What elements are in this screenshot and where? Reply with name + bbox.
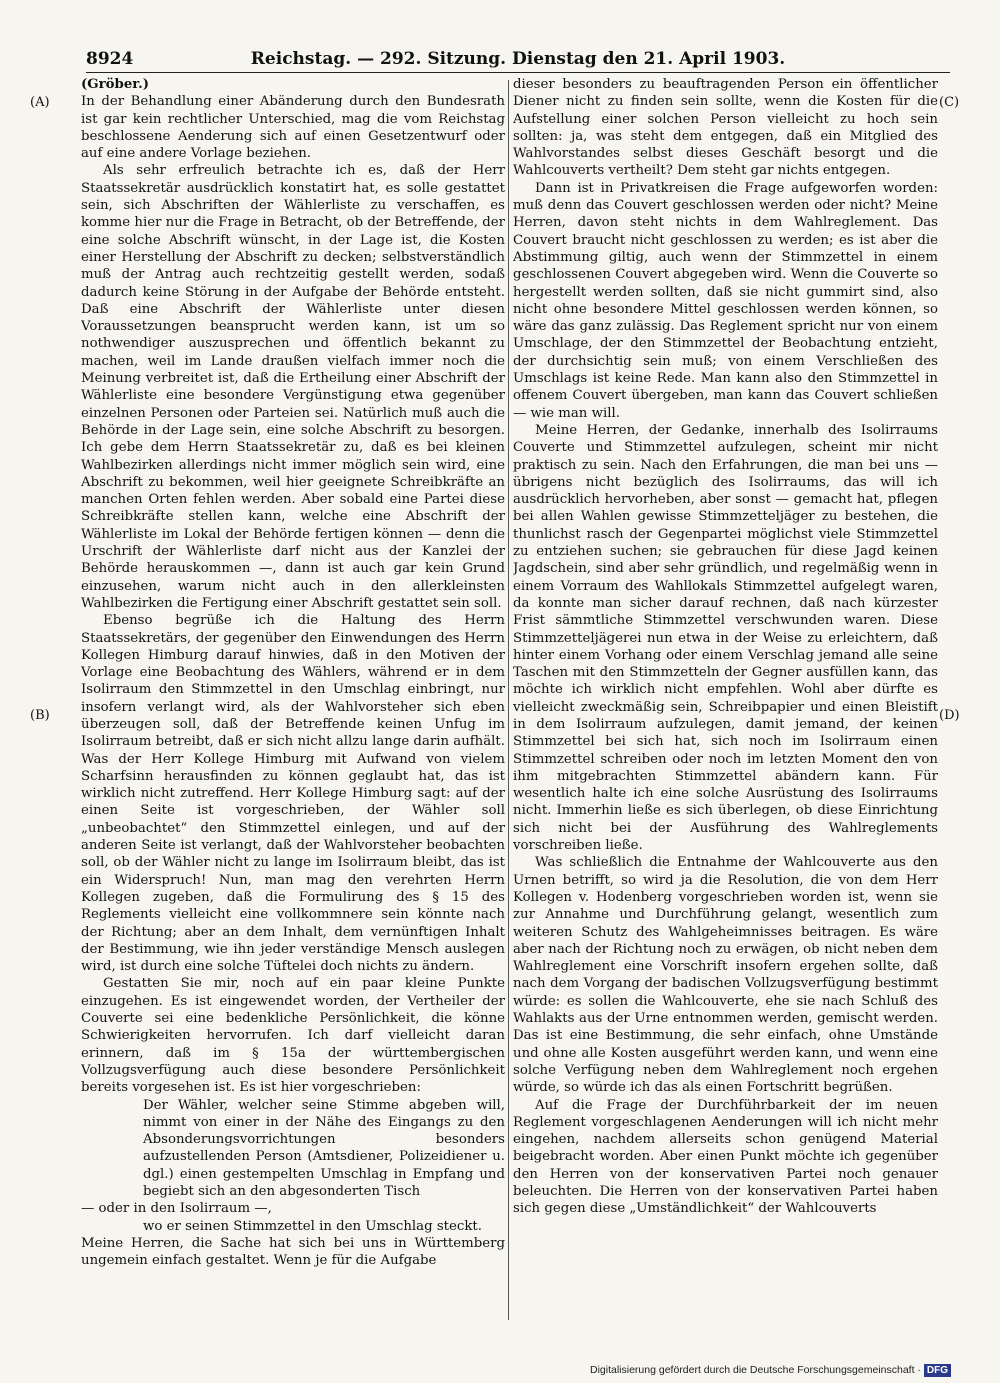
interjection: — oder in den Isolirraum —, [81, 1201, 272, 1217]
digitization-credit [590, 1362, 1000, 1378]
margin-marker-a: (A) [30, 95, 50, 110]
margin-marker-c: (C) [939, 95, 960, 110]
left-paragraph: Meine Herren, die Sache hat sich bei uns in Württemberg ungemein einfach gestaltet. Wenn je für die Aufgabe [81, 1235, 505, 1269]
left-column [81, 76, 505, 1324]
block-quote: Der Wähler, welcher seine Stimme abgeben will, nimmt von einer in der Nähe des Eingangs zu den Absonderungsvorrichtungen besonders aufzustellenden Person (Amtsdiener, Polizeidiener u. dgl.) einen gestempelten Umschlag in Empfang und begiebt sich an den abgesonderten Tisch [143, 1097, 505, 1199]
dfg-logo: DFG [924, 1364, 951, 1377]
credit-text: Digitalisierung gefördert durch die Deutsche Forschungsgemeinschaft · [590, 1364, 921, 1376]
running-title: Reichstag. — 292. Sitzung. Dienstag den 21. April 1903. [250, 49, 786, 69]
speaker-name: (Gröber.) [81, 77, 149, 92]
left-paragraph: In der Behandlung einer Abänderung durch den Bundesrath ist gar kein rechtlicher Unterschied, mag die vom Reichstag beschlossene Aenderung sich auf einen Gesetzentwurf oder auf eine andere Vorlage beziehen. [81, 94, 505, 162]
right-column [513, 76, 938, 1324]
right-paragraph: Was schließlich die Entnahme der Wahlcouverte aus den Urnen betrifft, so wird ja die Resolution, die von dem Herr Kollegen v. Hodenberg vorgeschrieben worden ist, wenn sie zur Annahme und Durchführung gelangt, wesentlich zum weiteren Schutz des Wahlgeheimnisses beitragen. Es wäre aber nach der Richtung noch zu erwägen, ob nicht neben dem Wahlreglement eine Vorschrift insofern ergehen sollte, daß nach dem Vorgang der badischen Vollzugsverfügung bestimmt würde: es sollen die Wahlcouverte, ehe sie nach Schluß des Wahlakts aus der Urne entnommen werden, gemischt werden. Das ist eine Bestimmung, die sehr einfach, ohne Umstände und ohne alle Kosten ausgeführt werden kann, und wenn eine solche Verfügung neben dem Wahlreglement noch ergehen würde, so würde ich das als einen Fortschritt begrüßen. [513, 855, 938, 1096]
page-number: 8924 [86, 49, 134, 69]
right-paragraph: Auf die Frage der Durchführbarkeit der im neuen Reglement vorgeschlagenen Aenderungen will ich nicht mehr eingehen, nachdem allerseits schon genügend Material beigebracht worden. Aber einen Punkt möchte ich gegenüber den Herren von der konservativen Partei noch genauer beleuchten. Die Herren von der konservativen Partei haben sich gegen diese „Umständlichkeit“ der Wahlcouverts [513, 1097, 938, 1217]
left-paragraph: Gestatten Sie mir, noch auf ein paar kleine Punkte einzugehen. Es ist eingewendet worden, der Vertheiler der Couverte sei eine bedenkliche Persönlichkeit, die könne Schwierigkeiten hervorrufen. Ich darf vielleicht daran erinnern, daß im § 15a der württembergischen Vollzugsverfügung auch diese besondere Persönlichkeit bereits vorgesehen ist. Es ist hier vorgeschrieben: [81, 976, 505, 1096]
page-header [86, 46, 950, 72]
left-paragraph: Ebenso begrüße ich die Haltung des Herrn Staatssekretärs, der gegenüber den Einwendungen des Herrn Kollegen Himburg darauf hinwies, daß in den Motiven der Vorlage eine Beobachtung des Wählers, während er in dem Isolirraum den Stimmzettel in den Umschlag einbringt, nur insofern verlangt wird, als der Wahlvorsteher sich eben überzeugen soll, daß der Betreffende keinen Unfug im Isolirraum betreibt, daß er sich nicht allzu lange darin aufhält. Was der Herr Kollege Himburg mit Aufwand von vielem Scharfsinn herausfinden zu können geglaubt hat, das ist wirklich nicht zutreffend. Herr Kollege Himburg sagt: auf der einen Seite ist vorgeschrieben, der Wähler soll „unbeobachtet“ den Stimmzettel einlegen, und auf der anderen Seite ist verlangt, daß der Wahlvorsteher beobachten soll, ob der Wähler nicht zu lange im Isolirraum bleibt, das ist ein Widerspruch! Nun, man mag den verehrten Herrn Kollegen zugeben, daß die Formulirung des § 15 des Reglements vielleicht eine vollkommnere sein könnte nach der Richtung; aber an dem Inhalt, dem vernünftigen Inhalt der Bestimmung, wie ihn jeder verständige Mensch auslegen wird, ist durch eine solche Tüftelei doch nichts zu ändern. [81, 613, 505, 975]
right-paragraph: dieser besonders zu beauftragenden Person ein öffentlicher Diener nicht zu finden sein sollte, wenn die Kosten für die Aufstellung einer solchen Person vielleicht zu hoch sein sollten: ja, was steht dem entgegen, daß ein Mitglied des Wahlvorstandes selbst dieses Geschäft besorgt und die Wahlcouverts vertheilt? Dem steht gar nichts entgegen. [513, 77, 938, 179]
left-paragraph: Als sehr erfreulich betrachte ich es, daß der Herr Staatssekretär ausdrücklich konstatirt hat, es solle gestattet sein, sich Abschriften der Wählerliste zu verschaffen, es komme hier nur die Frage in Betracht, ob der Betreffende, der eine solche Abschrift wünscht, in der Lage ist, die Kosten einer Herstellung der Abschrift zu decken; selbstverständlich muß der Antrag auch rechtzeitig gestellt werden, sodaß dadurch keine Störung in der Aufgabe der Behörde entsteht. Daß eine Abschrift der Wählerliste unter diesen Voraussetzungen beansprucht werden kann, ist um so nothwendiger auszusprechen und öffentlich bekannt zu machen, weil im Lande draußen vielfach immer noch die Meinung verbreitet ist, daß die Ertheilung einer Abschrift der Wählerliste eine besondere Vergünstigung etwa gegenüber einzelnen Personen oder Parteien sei. Natürlich muß auch die Behörde in der Lage sein, eine solche Abschrift zu besorgen. Ich gebe dem Herrn Staatssekretär zu, daß es bei kleinen Wahlbezirken allerdings nicht immer möglich sein wird, eine Abschrift zu bekommen, weil hier geeignete Schreibkräfte an manchen Orten fehlen werden. Aber sobald eine Partei diese Schreibkräfte stellen kann, welche eine Abschrift der Wählerliste im Lokal der Behörde fertigen können — denn die Urschrift der Wählerliste darf nicht aus der Kanzlei der Behörde herauskommen —, dann ist auch gar kein Grund einzusehen, warum nicht auch in den allerkleinsten Wahlbezirken die Fertigung einer Abschrift gestattet sein soll. [81, 163, 505, 611]
margin-marker-b: (B) [30, 708, 50, 723]
right-paragraph: Dann ist in Privatkreisen die Frage aufgeworfen worden: muß denn das Couvert geschlossen werden oder nicht? Meine Herren, davon steht nichts in dem Wahlreglement. Das Couvert braucht nicht geschlossen zu werden; es ist aber die Abstimmung giltig, auch wenn der Stimmzettel in einem geschlossenen Couvert abgegeben wird. Wenn die Couverte so hergestellt werden sollten, daß sie nicht gummirt sind, also nicht ohne besondere Mittel geschlossen werden können, so wäre das ganz zulässig. Das Reglement spricht nur von einem Umschlage, der den Stimmzettel der Beobachtung entzieht, der durchsichtig sein muß; von einem Verschließen des Umschlags ist keine Rede. Man kann also den Stimmzettel in offenem Couvert übergeben, man kann das Couvert schließen — wie man will. [513, 180, 938, 421]
block-quote: wo er seinen Stimmzettel in den Umschlag steckt. [143, 1218, 482, 1234]
margin-marker-d: (D) [939, 708, 960, 723]
header-rule [86, 72, 950, 73]
right-paragraph: Meine Herren, der Gedanke, innerhalb des Isolirraums Couverte und Stimmzettel aufzulegen, scheint mir nicht praktisch zu sein. Nach den Erfahrungen, die man bei uns — übrigens nicht bezüglich des Isolirraums, das will ich ausdrücklich hervorheben, aber sonst — gemacht hat, pflegen bei allen Wahlen gewisse Stimmzetteljäger zu bestehen, die thunlichst rasch der Gegenpartei möglichst viele Stimmzettel zu entziehen suchen; sie gebrauchen für diese Jagd keinen Jagdschein, sind aber sehr gründlich, und regelmäßig wenn in einem Vorraum des Wahllokals Stimmzettel aufgelegt waren, da konnte man sicher darauf rechnen, daß nach kürzester Frist sämmtliche Stimmzettel verschwunden waren. Diese Stimmzetteljägerei nun etwa in der Weise zu erleichtern, daß hinter einem Vorhang oder einem Verschlag jemand alle seine Taschen mit den Stimmzetteln der Gegner ausfüllen kann, das möchte ich wirklich nicht empfehlen. Wohl aber dürfte es vielleicht zweckmäßig sein, Schreibpapier und einen Bleistift in dem Isolirraum aufzulegen, damit jemand, der keinen Stimmzettel bei sich hat, sich noch im Isolirraum einen Stimmzettel schreiben oder noch im letzten Moment den von ihm mitgebrachten Stimmzettel abändern kann. Für wesentlich halte ich eine solche Ausrüstung des Isolirraums nicht. Immerhin ließe es sich überlegen, ob diese Einrichtung sich nicht bei der Ausführung des Wahlreglements vorschreiben ließe. [513, 422, 938, 854]
column-divider [508, 80, 509, 1320]
